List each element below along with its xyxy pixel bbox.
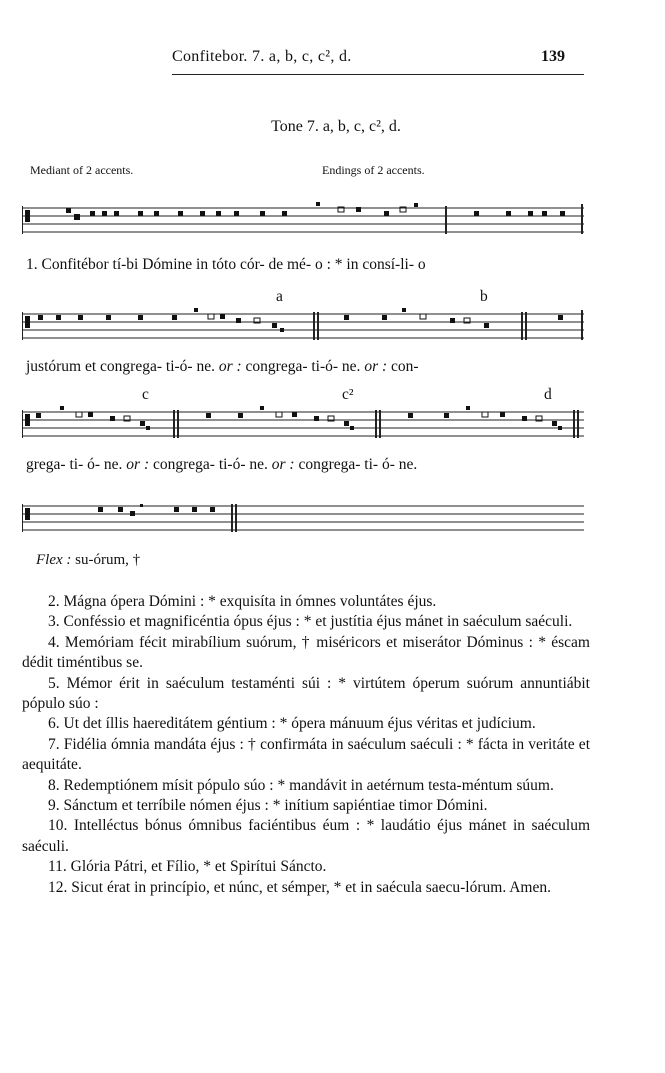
running-title: Confitebor. 7. a, b, c, c², d. [172,48,352,65]
endings-label: Endings of 2 accents. [322,163,425,177]
flex-line [36,552,140,569]
lyric-2-or-2: or : [364,358,388,375]
ending-letter-d: d [544,386,552,403]
verse-9: 9. Sánctum et terríbile nómen éjus : * inítium sapiéntiae timor Dómini. [48,797,488,815]
verse-4: 4. Memóriam fécit mirabílium suórum, † miséricors et miserátor Dóminus : * éscam dédit timéntibus se. [22,633,590,672]
page-number: 139 [541,48,565,65]
tone-title-text: Tone 7. a, b, c, c², d. [271,118,401,135]
staff-3-notation [22,404,584,448]
verse-12: 12. Sicut érat in princípio, et núnc, et sémper, * et in saécula saecu-lórum. Amen. [48,878,551,896]
lyric-2-text: justórum et congrega- ti-ó- ne. [26,358,215,375]
lyric-line-3 [26,456,417,474]
verse-11: 11. Glória Pátri, et Fílio, * et Spirítui Sáncto. [48,858,327,876]
lyric-line-2 [26,358,419,376]
verse-8: 8. Redemptiónem mísit pópulo súo : * mandávit in aetérnum testa-méntum súum. [48,776,554,794]
chant-staff-flex [22,496,584,540]
verse-7: 7. Fidélia ómnia mandáta éjus : † confirmáta in saéculum saéculi : * fácta in veritáte et aequitáte. [22,735,590,774]
lyric-3-c: congrega- ti- ó- ne. [298,456,418,473]
ending-letter-c2: c² [342,386,354,403]
verse-10: 10. Intelléctus bónus ómnibus faciéntibus éum : * laudátio éjus mánet in saéculum saéculi. [22,817,590,855]
staff-flex-notation [22,496,584,540]
staff-1-notation [22,198,584,242]
staff-2-notation [22,306,584,350]
header-rule [172,74,584,75]
ending-letter-b: b [480,288,488,305]
tone-title [0,118,600,136]
lyric-2-mid: congrega- ti-ó- ne. [245,358,361,375]
verse-6: 6. Ut det íllis haereditátem géntium : * ópera mánuum éjus véritas et judícium. [48,715,536,733]
verse-5: 5. Mémor érit in saéculum testaménti súi : * virtútem óperum suórum annuntiábit pópulo súo : [22,674,590,713]
flex-label: Flex : [36,552,72,568]
lyric-2-end: con- [391,358,419,375]
lyric-3-or-1: or : [126,456,150,473]
psalm-verses [22,592,590,898]
mediant-label: Mediant of 2 accents. [30,163,134,177]
chant-staff-2 [22,306,584,350]
ending-letter-a: a [276,288,283,305]
running-head [0,48,665,70]
lyric-2-or-1: or : [218,358,242,375]
lyric-3-a: grega- ti- ó- ne. [26,456,123,473]
lyric-3-or-2: or : [271,456,295,473]
flex-text: su-órum, † [75,552,141,568]
verse-3: 3. Conféssio et magnificéntia ópus éjus : * et justítia éjus mánet in saéculum saéculi. [48,613,573,631]
verse-2: 2. Mágna ópera Dómini : * exquisíta in ómnes voluntátes éjus. [48,593,437,610]
lyric-3-b: congrega- ti-ó- ne. [152,456,268,473]
ending-letter-c: c [142,386,149,403]
chant-staff-3 [22,404,584,448]
chant-staff-1 [22,198,584,242]
lyric-line-1: 1. Confitébor tí-bi Dómine in tóto cór- de mé- o : * in consí-li- o [26,256,426,273]
